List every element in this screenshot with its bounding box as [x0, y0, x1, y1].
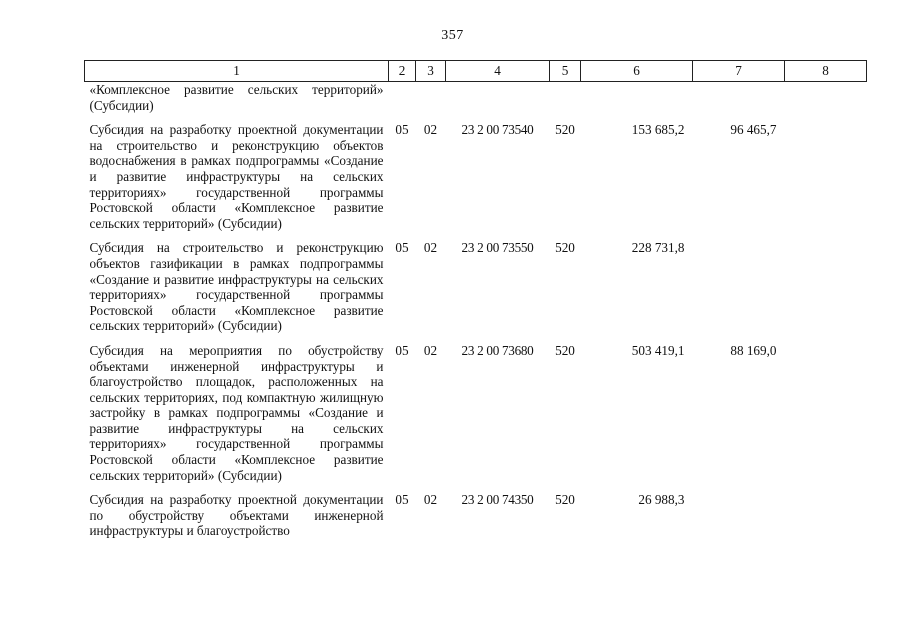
- cell-amount-col7: 88 169,0: [730, 342, 777, 358]
- cell-section: 05: [395, 240, 409, 256]
- column-header: 1: [85, 61, 389, 82]
- row-description: Субсидия на мероприятия по обустройству объектами инженерной инфраструктуры и благоустройство площадок, расположенных на сельских территориях, под компактную жилищную застройку в рамках подпрограммы «Создание и развитие инфраструктуры на сельских территориях» государственной программы Ростовской области «Комплексное развитие сельских территорий» (Субсидии): [89, 342, 384, 483]
- budget-table: [84, 60, 867, 539]
- cell-target-article: 23 2 00 73540: [461, 122, 534, 138]
- column-header: 7: [693, 61, 785, 82]
- cell-amount-col8: [785, 492, 867, 539]
- cell-subsection: 02: [423, 342, 438, 358]
- cell-amount-col7: [693, 82, 785, 114]
- cell-amount-col8: [785, 343, 867, 483]
- cell-target-article: 23 2 00 73680: [461, 342, 534, 358]
- cell-expense-type: 520: [555, 492, 575, 508]
- cell-amount-col7: [693, 492, 785, 539]
- cell-subsection: 02: [423, 122, 438, 138]
- row-spacer: [85, 334, 867, 343]
- column-header: 4: [446, 61, 550, 82]
- spacer-cell: [85, 231, 867, 240]
- row-description: Субсидия на строительство и реконструкцию объектов газификации в рамках подпрограммы «Создание и развитие инфраструктуры на сельских территориях» государственной программы Ростовской области «Комплексное развитие сельских территорий» (Субсидии): [89, 240, 384, 334]
- column-header: 5: [550, 61, 581, 82]
- cell-target-article: 23 2 00 74350: [461, 492, 534, 508]
- row-spacer: [85, 231, 867, 240]
- row-description: «Комплексное развитие сельских территорий» (Субсидии): [89, 82, 384, 113]
- cell-section: [389, 82, 416, 114]
- cell-amount-col8: [785, 82, 867, 114]
- column-header: 2: [389, 61, 416, 82]
- cell-amount-col7: 96 465,7: [730, 122, 777, 138]
- row-description: Субсидия на разработку проектной документации по обустройству объектами инженерной инфраструктуры и благоустройство: [89, 492, 384, 539]
- cell-amount-col6: 153 685,2: [631, 122, 685, 138]
- cell-subsection: 02: [423, 240, 438, 256]
- cell-amount-col6: 228 731,8: [631, 240, 685, 256]
- row-description: Субсидия на разработку проектной документации на строительство и реконструкцию объектов водоснабжения в рамках подпрограммы «Создание и развитие инфраструктуры на сельских территориях» государственной программы Ростовской области «Комплексное развитие сельских территорий» (Субсидии): [89, 122, 384, 231]
- table-row: [85, 343, 867, 483]
- cell-subsection: 02: [423, 492, 438, 508]
- spacer-cell: [85, 483, 867, 492]
- cell-amount-col6: 26 988,3: [638, 492, 685, 508]
- table-row: [85, 122, 867, 231]
- table-row: [85, 492, 867, 539]
- header-row: [85, 61, 867, 82]
- table-row: [85, 82, 867, 114]
- column-header: 8: [785, 61, 867, 82]
- cell-section: 05: [395, 492, 409, 508]
- cell-expense-type: [550, 82, 581, 114]
- page-number: 357: [441, 28, 464, 43]
- cell-amount-col8: [785, 122, 867, 231]
- row-spacer: [85, 113, 867, 122]
- cell-amount-col6: 503 419,1: [631, 342, 685, 358]
- spacer-cell: [85, 334, 867, 343]
- cell-amount-col8: [785, 240, 867, 334]
- spacer-cell: [85, 113, 867, 122]
- cell-target-article: [446, 82, 550, 114]
- cell-amount-col6: [581, 82, 693, 114]
- cell-expense-type: 520: [555, 240, 575, 256]
- cell-expense-type: 520: [555, 122, 575, 138]
- cell-amount-col7: [693, 240, 785, 334]
- column-header: 3: [416, 61, 446, 82]
- cell-target-article: 23 2 00 73550: [461, 240, 534, 256]
- column-header: 6: [581, 61, 693, 82]
- table-row: [85, 240, 867, 334]
- cell-expense-type: 520: [555, 342, 575, 358]
- cell-section: 05: [395, 342, 409, 358]
- cell-subsection: [416, 82, 446, 114]
- row-spacer: [85, 483, 867, 492]
- cell-section: 05: [395, 122, 409, 138]
